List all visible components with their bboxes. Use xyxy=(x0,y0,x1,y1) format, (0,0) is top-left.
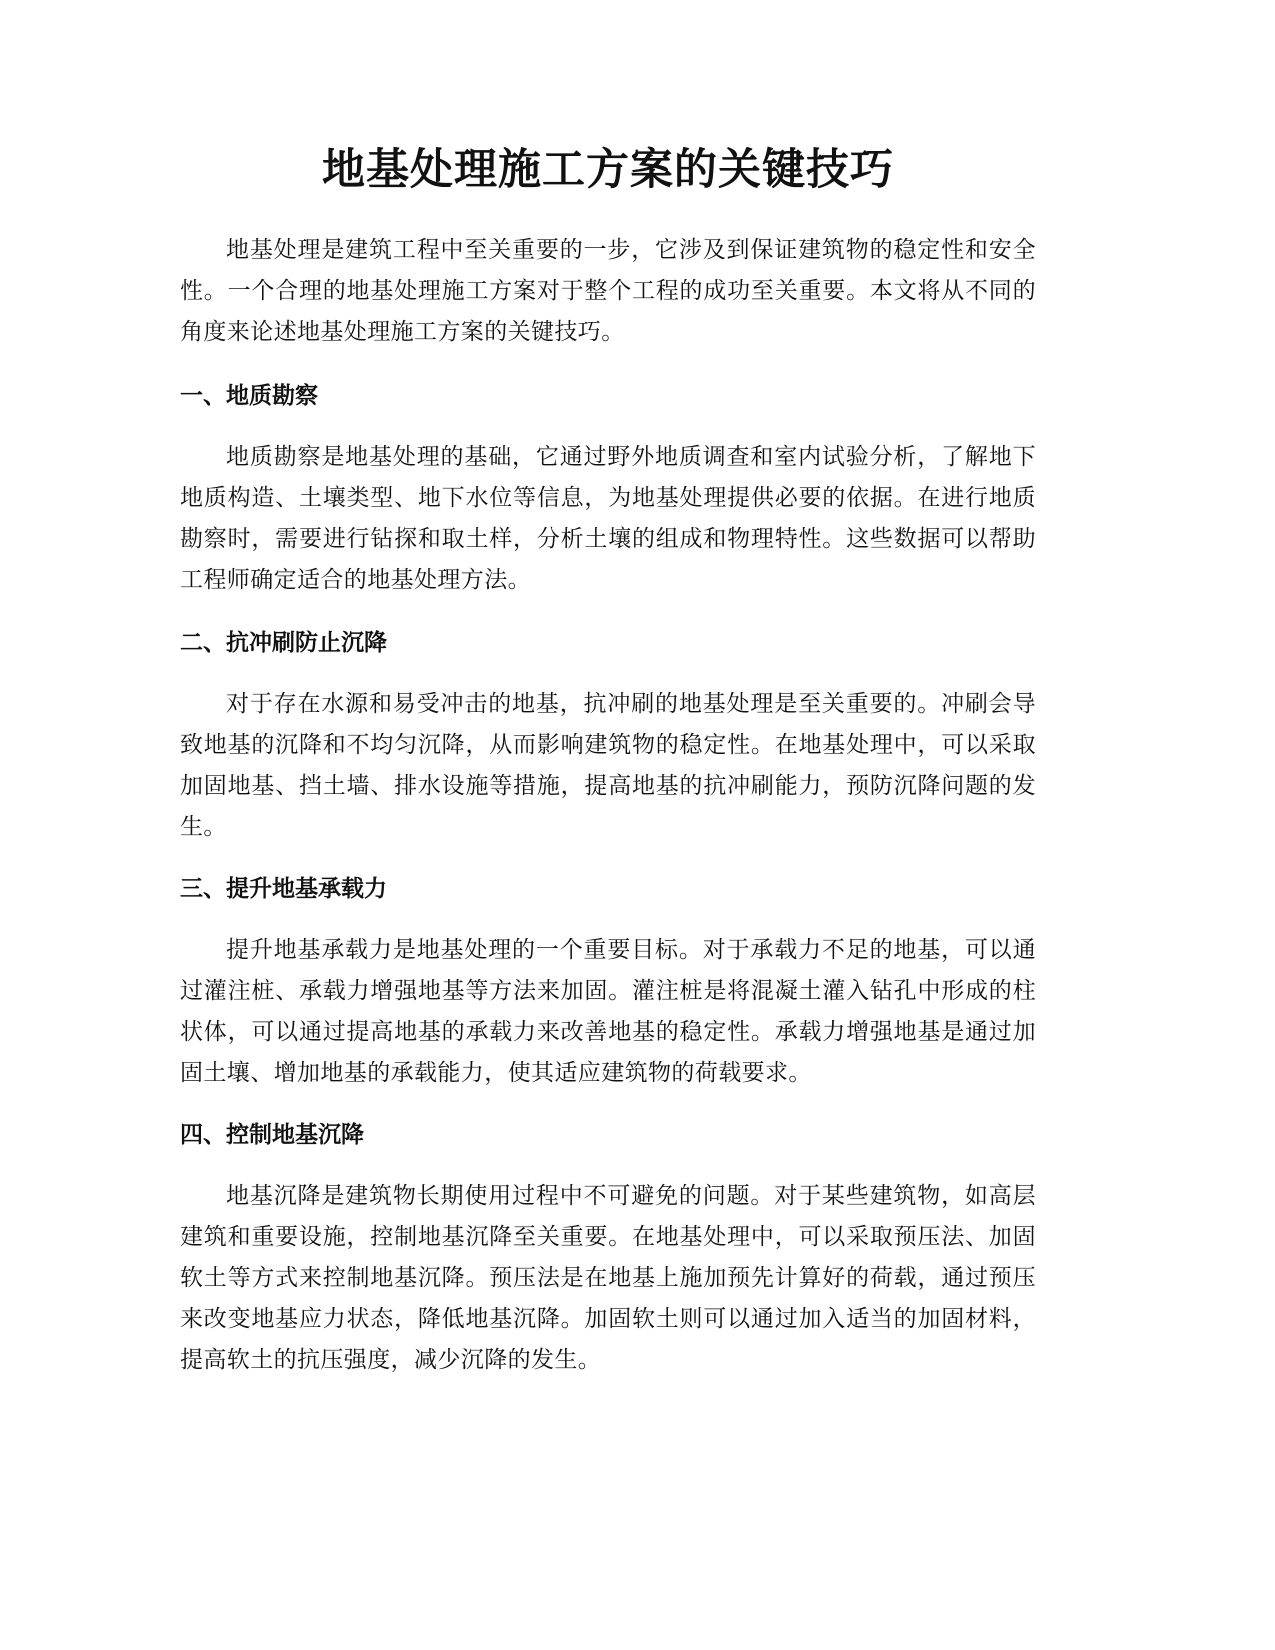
document-page xyxy=(180,0,1036,1650)
section-heading-bearing-capacity: 三、提升地基承载力 xyxy=(180,876,387,902)
section-heading-geological-survey: 一、地质勘察 xyxy=(180,383,318,409)
section-body-geological-survey: 地质勘察是地基处理的基础，它通过野外地质调查和室内试验分析，了解地下地质构造、土壤类型、地下水位等信息，为地基处理提供必要的依据。在进行地质勘察时，需要进行钻探和取土样，分析土壤的组成和物理特性。这些数据可以帮助工程师确定适合的地基处理方法。 xyxy=(180,444,1036,593)
document-title: 地基处理施工方案的关键技巧 xyxy=(322,145,894,195)
section-body-settlement-control: 地基沉降是建筑物长期使用过程中不可避免的问题。对于某些建筑物，如高层建筑和重要设施，控制地基沉降至关重要。在地基处理中，可以采取预压法、加固软土等方式来控制地基沉降。预压法是在地基上施加预先计算好的荷载，通过预压来改变地基应力状态，降低地基沉降。加固软土则可以通过加入适当的加固材料，提高软土的抗压强度，减少沉降的发生。 xyxy=(180,1183,1036,1373)
section-body-bearing-capacity: 提升地基承载力是地基处理的一个重要目标。对于承载力不足的地基，可以通过灌注桩、承载力增强地基等方法来加固。灌注桩是将混凝土灌入钻孔中形成的柱状体，可以通过提高地基的承载力来改善地基的稳定性。承载力增强地基是通过加固土壤、增加地基的承载能力，使其适应建筑物的荷载要求。 xyxy=(180,937,1036,1086)
section-body-anti-scour: 对于存在水源和易受冲击的地基，抗冲刷的地基处理是至关重要的。冲刷会导致地基的沉降和不均匀沉降，从而影响建筑物的稳定性。在地基处理中，可以采取加固地基、挡土墙、排水设施等措施，提高地基的抗冲刷能力，预防沉降问题的发生。 xyxy=(180,691,1036,840)
intro-paragraph: 地基处理是建筑工程中至关重要的一步，它涉及到保证建筑物的稳定性和安全性。一个合理的地基处理施工方案对于整个工程的成功至关重要。本文将从不同的角度来论述地基处理施工方案的关键技巧。 xyxy=(180,237,1036,345)
section-heading-anti-scour: 二、抗冲刷防止沉降 xyxy=(180,630,387,656)
section-heading-settlement-control: 四、控制地基沉降 xyxy=(180,1122,364,1148)
